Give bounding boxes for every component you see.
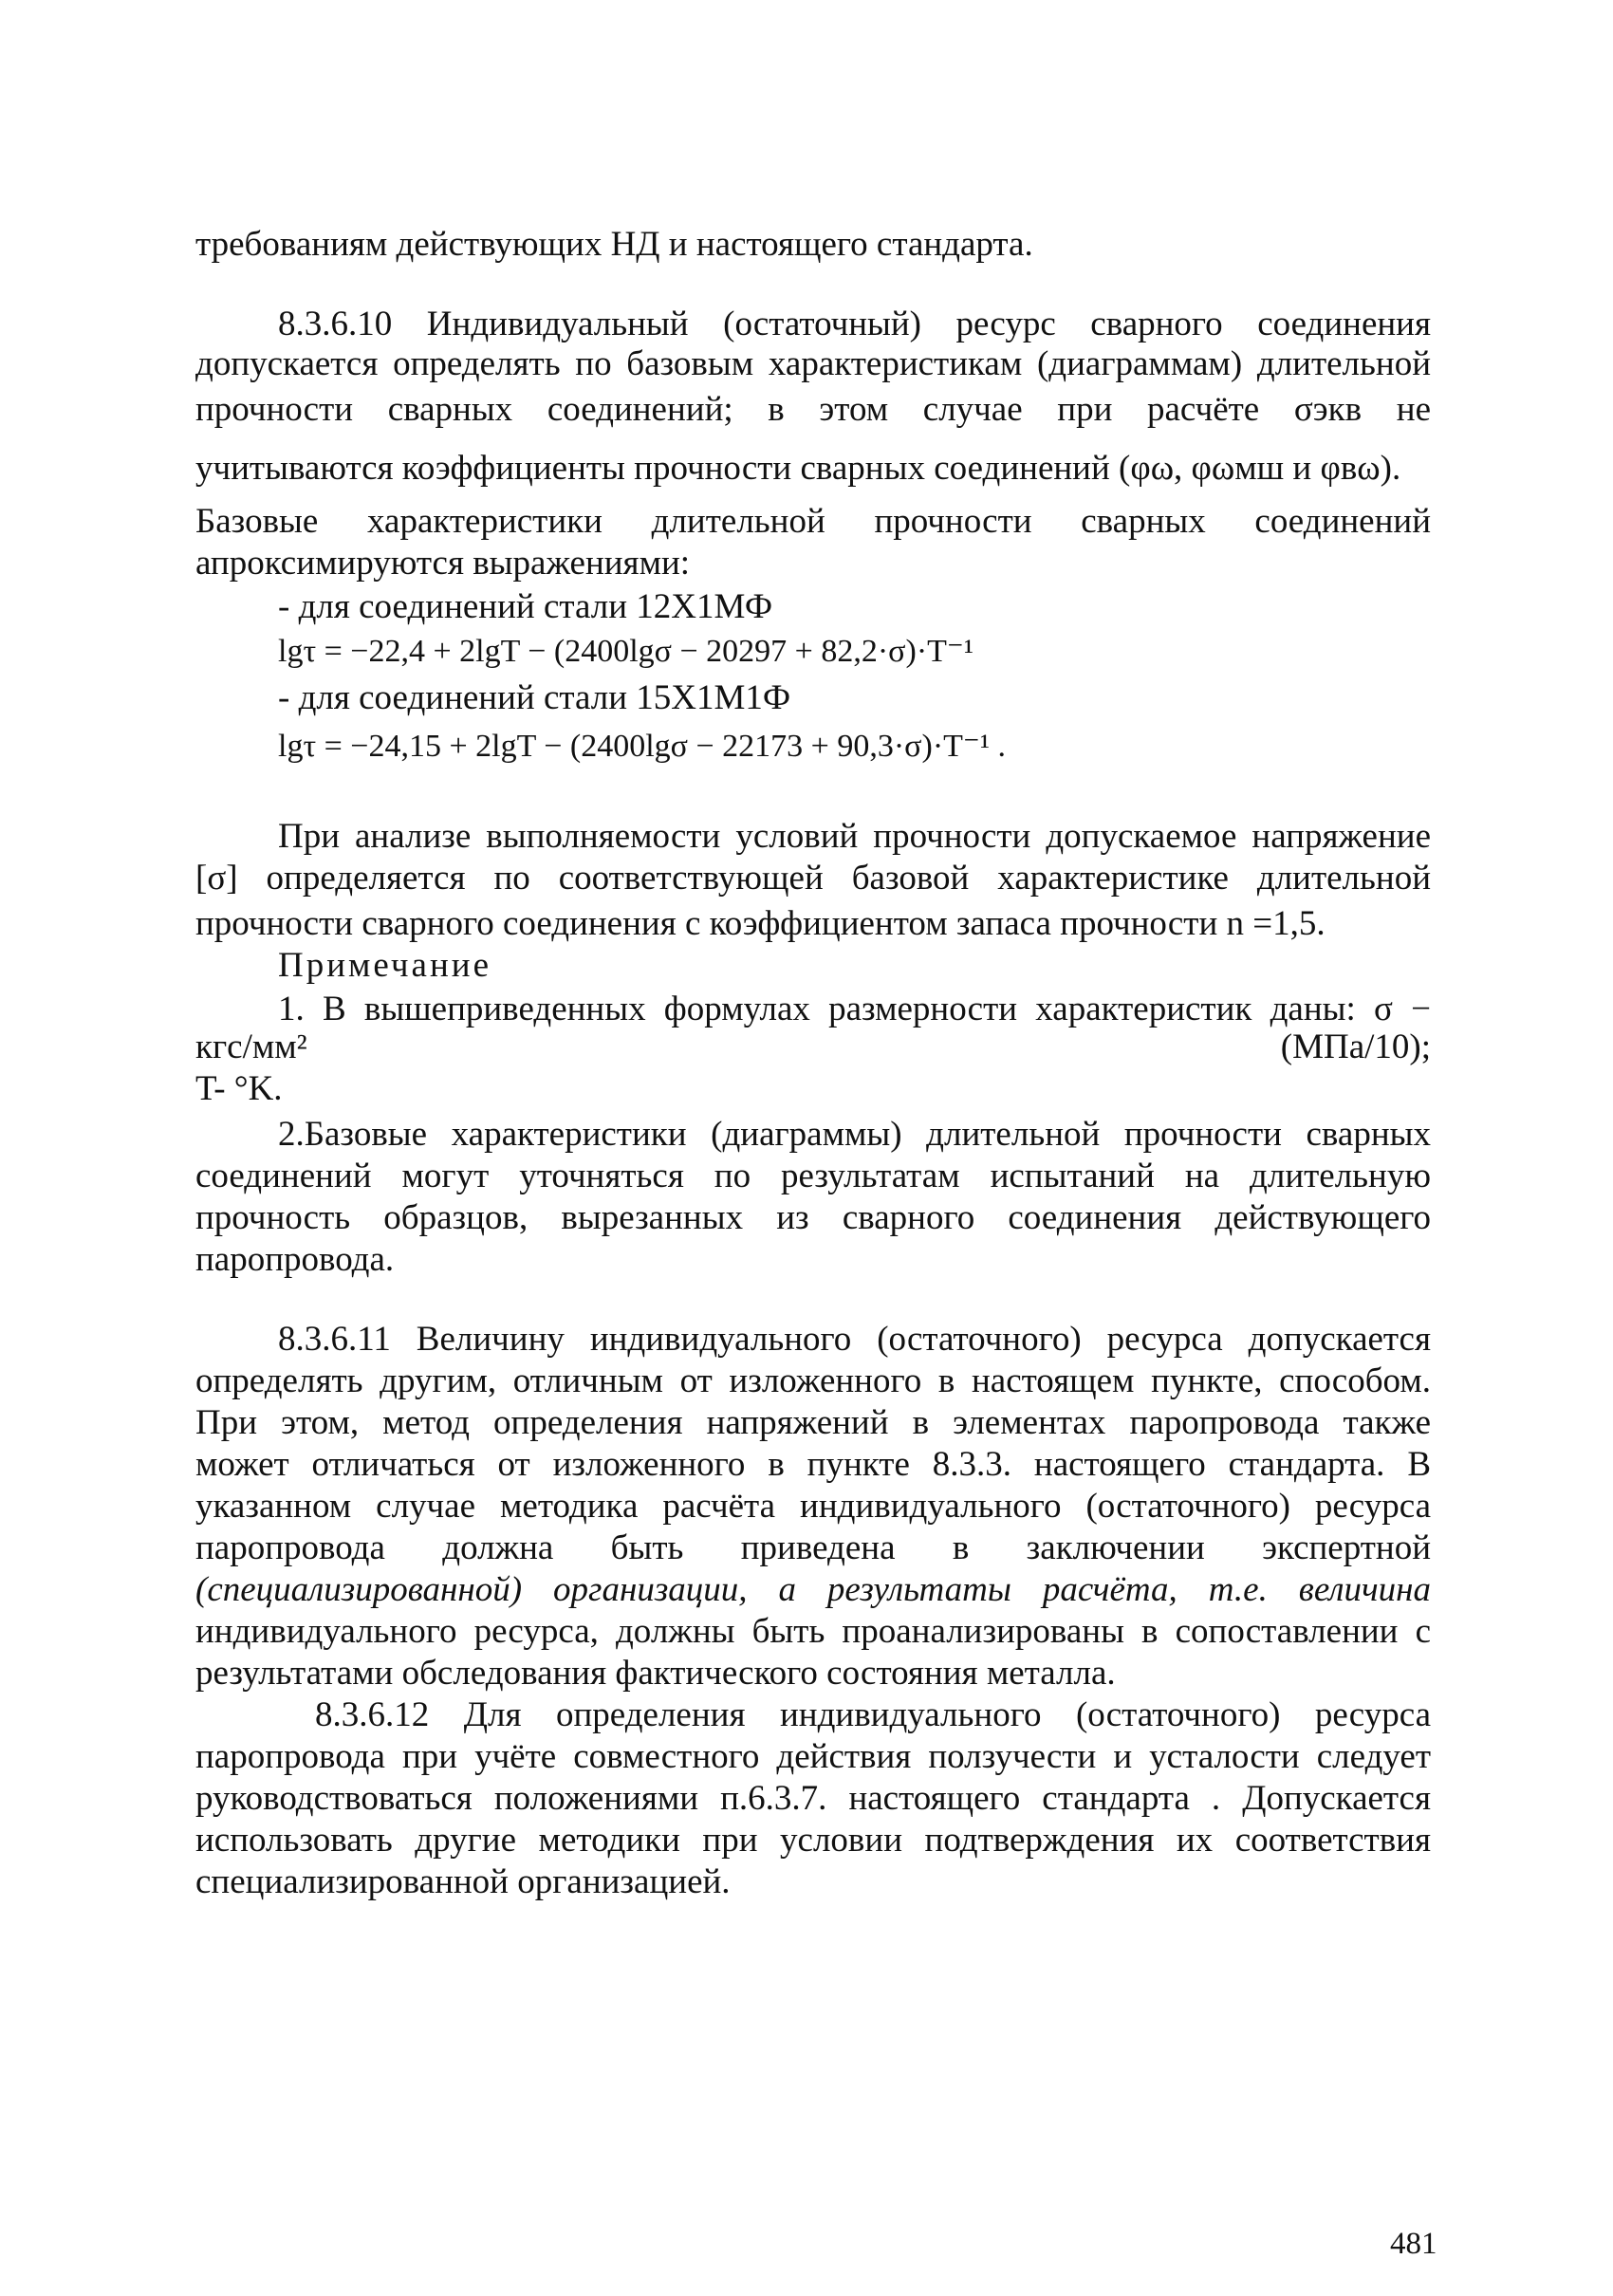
text-line: 8.3.6.11 Величину индивидуального (остаточного) ресурса допускается [278, 1320, 1431, 1359]
text-line: (специализированной) организации, а результаты расчёта, т.е. величина [195, 1570, 1431, 1609]
text-line: специализированной организацией. [195, 1862, 731, 1901]
text-line: определять другим, отличным от изложенного в настоящем пункте, способом. [195, 1361, 1431, 1400]
text-line: - для соединений стали 15Х1М1Ф [278, 678, 791, 717]
text-line: - для соединений стали 12Х1МФ [278, 587, 773, 626]
text-line: При анализе выполняемости условий прочности допускаемое напряжение [278, 817, 1431, 856]
text-line: [σ] определяется по соответствующей базовой характеристике длительной [195, 859, 1431, 898]
text-line: допускается определять по базовым характеристикам (диаграммам) длительной [195, 344, 1431, 383]
text-line: 8.3.6.12 Для определения индивидуального (остаточного) ресурса [315, 1695, 1431, 1734]
text-line: прочности сварных соединений; в этом случае при расчёте σэкв не [195, 390, 1431, 429]
text-line: может отличаться от изложенного в пункте 8.3.3. настоящего стандарта. В [195, 1445, 1431, 1484]
note-heading: Примечание [278, 946, 491, 985]
text-line: результатами обследования фактического состояния металла. [195, 1654, 1116, 1693]
page-number: 481 [1390, 2227, 1437, 2261]
text-line: Базовые характеристики длительной прочности сварных соединений [195, 502, 1431, 541]
text-line: использовать другие методики при условии подтверждения их соответствия [195, 1821, 1431, 1860]
text-line: индивидуального ресурса, должны быть проанализированы в сопоставлении с [195, 1612, 1431, 1651]
text-line: 1. В вышеприведенных формулах размерности характеристик даны: σ − [278, 990, 1431, 1028]
text-line: руководствоваться положениями п.6.3.7. настоящего стандарта . Допускается [195, 1779, 1431, 1818]
formula-15x1m1f: lgτ = −24,15 + 2lgT − (2400lgσ − 22173 + 90,3·σ)·T⁻¹ . [278, 729, 1007, 764]
text-line: T- °K. [195, 1069, 283, 1108]
text-line: учитываются коэффициенты прочности сварных соединений (φω, φωмш и φвω). [195, 449, 1401, 488]
text-line: 8.3.6.10 Индивидуальный (остаточный) ресурс сварного соединения [278, 305, 1431, 343]
text-line: требованиям действующих НД и настоящего стандарта. [195, 225, 1033, 264]
text-line: указанном случае методика расчёта индивидуального (остаточного) ресурса [195, 1487, 1431, 1526]
text-line: паропровода. [195, 1240, 395, 1279]
text-line: паропровода при учёте совместного действия ползучести и усталости следует [195, 1737, 1431, 1776]
text-line: 2.Базовые характеристики (диаграммы) длительной прочности сварных [278, 1115, 1431, 1154]
formula-12x1mf: lgτ = −22,4 + 2lgT − (2400lgσ − 20297 + 82,2·σ)·T⁻¹ [278, 634, 974, 669]
text-line: апроксимируются выражениями: [195, 544, 691, 583]
text-line: соединений могут уточняться по результатам испытаний на длительную [195, 1157, 1431, 1195]
text-line: (МПа/10); [1280, 1028, 1431, 1066]
text-line: прочности сварного соединения с коэффициентом запаса прочности n =1,5. [195, 904, 1326, 943]
text-line: паропровода должна быть приведена в заключении экспертной [195, 1528, 1431, 1567]
text-line: кгс/мм² [195, 1028, 307, 1066]
text-line: При этом, метод определения напряжений в элементах паропровода также [195, 1403, 1431, 1442]
text-line: прочность образцов, вырезанных из сварного соединения действующего [195, 1198, 1431, 1237]
